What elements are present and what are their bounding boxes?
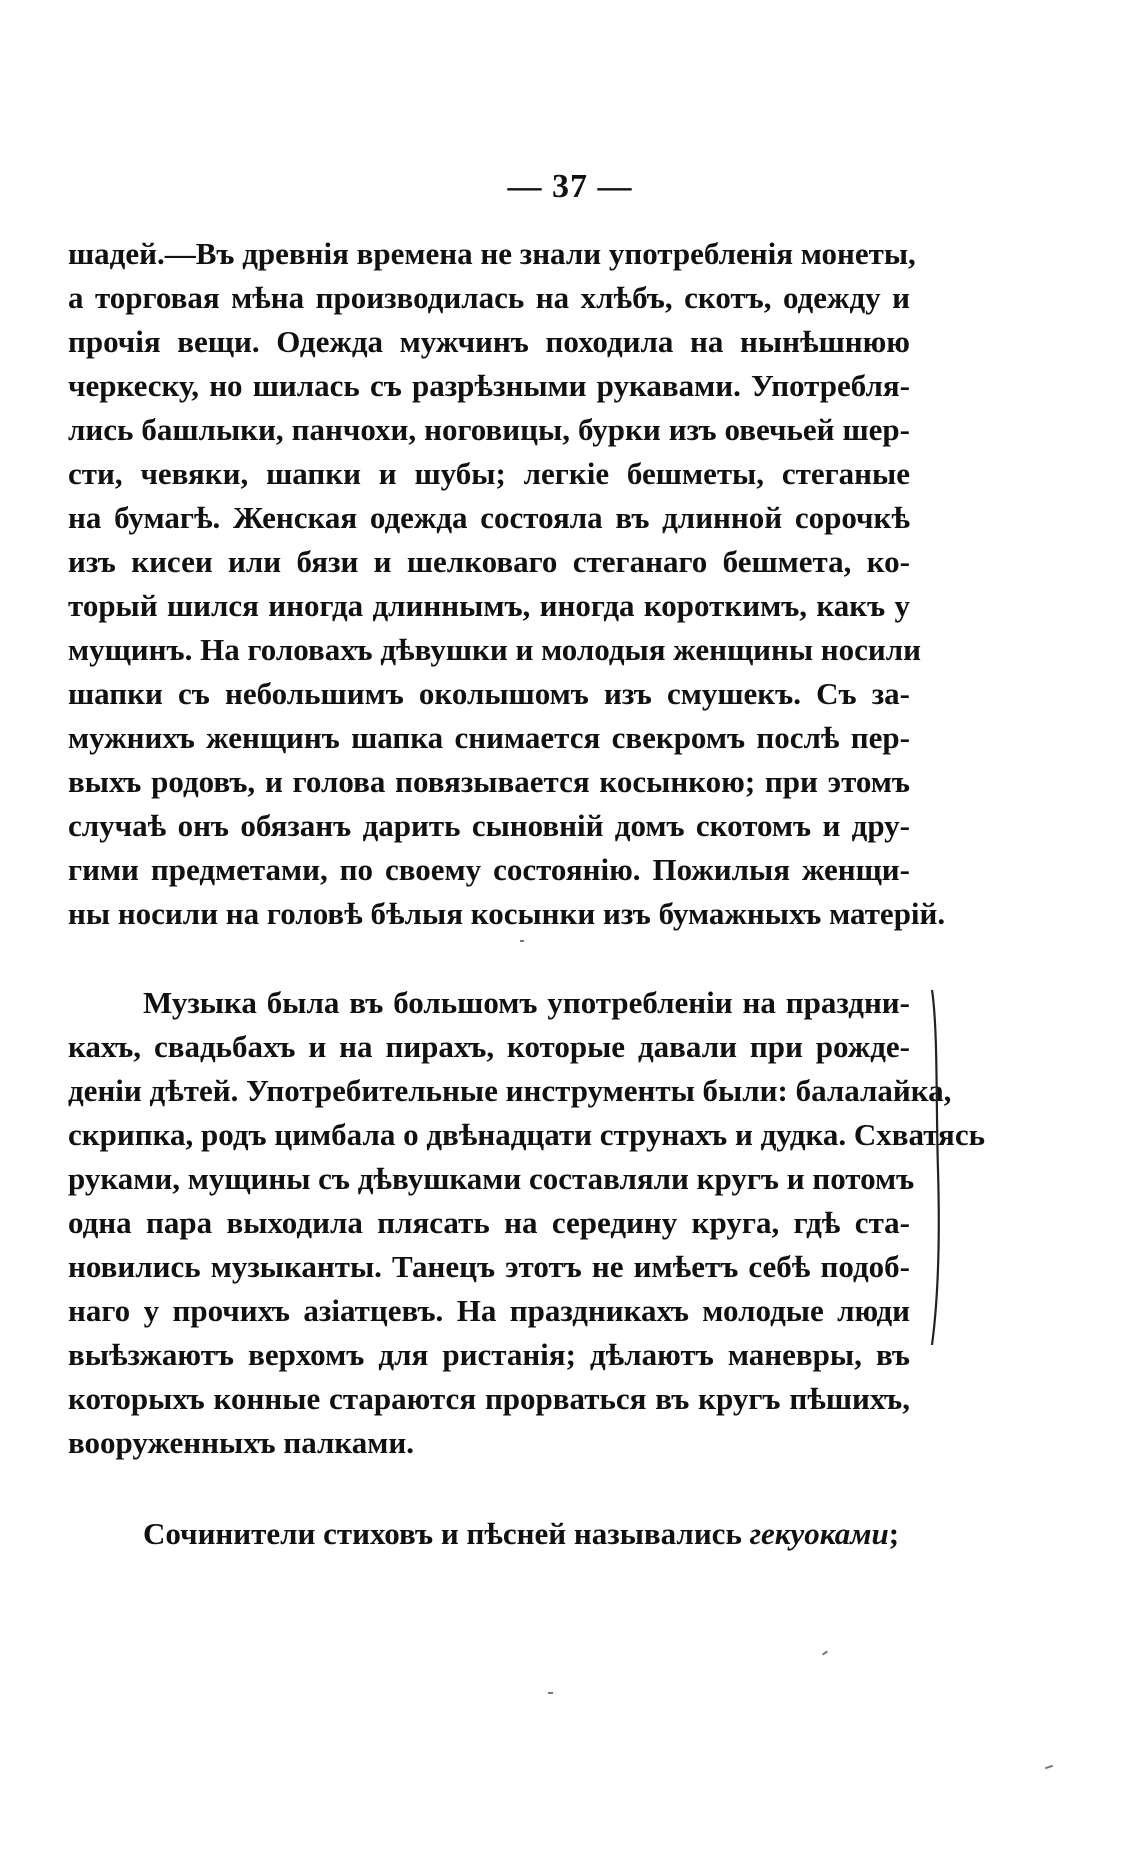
text-line: кахъ, свадьбахъ и на пирахъ, которые давали при рожде-	[68, 1029, 910, 1064]
text-line: на бумагѣ. Женская одежда состояла въ длинной сорочкѣ	[68, 500, 910, 535]
italic-term: гекуоками	[749, 1516, 889, 1551]
text-line: сти, чевяки, шапки и шубы; легкіе бешметы, стеганые	[68, 456, 910, 491]
text-line: шадей.—Въ древнія времена не знали употребленія монеты,	[68, 236, 916, 271]
text-line: новились музыканты. Танецъ этотъ не имѣетъ себѣ подоб-	[68, 1249, 910, 1284]
text-line	[68, 1512, 910, 1556]
speck-mark	[520, 940, 524, 942]
text-line: ны носили на головѣ бѣлыя косынки изъ бумажныхъ матерій.	[68, 896, 946, 931]
text-line: вооруженныхъ палками.	[68, 1425, 414, 1460]
text-line: одна пара выходила плясать на середину круга, гдѣ ста-	[68, 1205, 910, 1240]
speck-mark	[1045, 1765, 1053, 1770]
text-line: случаѣ онъ обязанъ дарить сыновній домъ скотомъ и дру-	[68, 808, 910, 843]
text-line: наго у прочихъ азіатцевъ. На праздникахъ молодые люди	[68, 1293, 910, 1328]
text-line: Музыка была въ большомъ употребленіи на праздни-	[143, 985, 910, 1020]
text-line: изъ кисеи или бязи и шелковаго стеганаго бешмета, ко-	[68, 544, 910, 579]
text-line: мущинъ. На головахъ дѣвушки и молодыя женщины носили	[68, 632, 922, 667]
text-line: выхъ родовъ, и голова повязывается косынкою; при этомъ	[68, 764, 910, 799]
paragraph-music	[68, 981, 985, 1465]
text-line: прочія вещи. Одежда мужчинъ походила на нынѣшнюю	[68, 324, 910, 359]
paragraph-poets	[68, 1512, 910, 1556]
text-line: лись башлыки, панчохи, ноговицы, бурки изъ овечьей шер-	[68, 412, 910, 447]
text-line: деніи дѣтей. Употребительные инструменты были: балалайка,	[68, 1073, 952, 1108]
page-number: — 37 —	[507, 168, 633, 205]
speck-mark	[822, 1650, 828, 1655]
text-line: торый шился иногда длиннымъ, иногда короткимъ, какъ у	[68, 588, 910, 623]
text-line: выѣзжаютъ верхомъ для ристанія; дѣлаютъ маневры, въ	[68, 1337, 910, 1372]
text-line: черкеску, но шилась съ разрѣзными рукавами. Употребля-	[68, 368, 910, 403]
margin-bracket-mark	[930, 990, 944, 1345]
text-line: мужнихъ женщинъ шапка снимается свекромъ послѣ пер-	[68, 720, 910, 755]
text-tail: ;	[888, 1516, 900, 1551]
text-lead: Сочинители стиховъ и пѣсней назывались	[143, 1516, 750, 1551]
text-line: гими предметами, по своему состоянію. Пожилыя женщи-	[68, 852, 910, 887]
paragraph-clothing	[68, 232, 946, 936]
speck-mark	[548, 1692, 553, 1694]
text-line: руками, мущины съ дѣвушками составляли кругъ и потомъ	[68, 1161, 915, 1196]
text-line: скрипка, родъ цимбала о двѣнадцати струнахъ и дудка. Схватясь	[68, 1117, 985, 1152]
text-line: шапки съ небольшимъ околышомъ изъ смушекъ. Съ за-	[68, 676, 910, 711]
text-line: а торговая мѣна производилась на хлѣбъ, скотъ, одежду и	[68, 280, 910, 315]
text-line: которыхъ конные стараются прорваться въ кругъ пѣшихъ,	[68, 1381, 910, 1416]
